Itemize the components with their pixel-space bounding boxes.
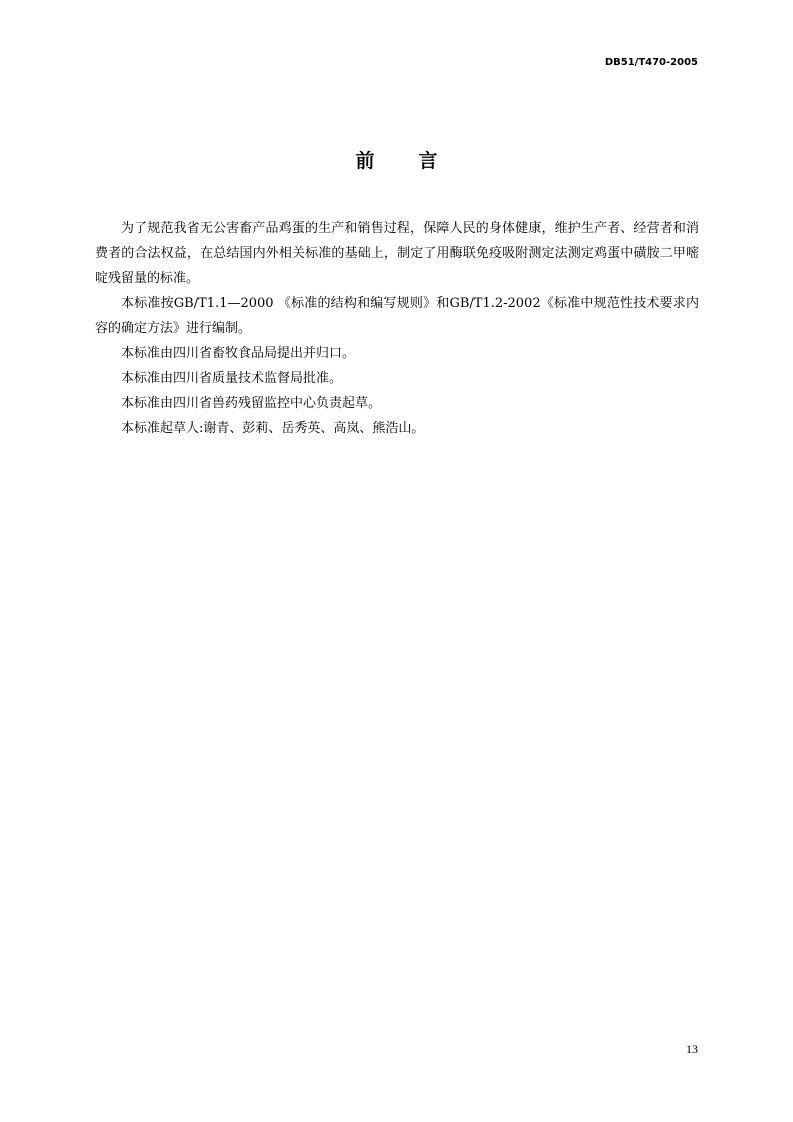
paragraph-purpose: 为了规范我省无公害畜产品鸡蛋的生产和销售过程，保障人民的身体健康，维护生产者、经营者和消费者的合法权益，在总结国内外相关标准的基础上，制定了用酶联免疫吸附测定法测定鸡蛋中磺胺二甲嘧啶残留量的标准。 [95,221,699,286]
title-char-1: 前 [355,150,375,172]
paragraph-drafter-org: 本标准由四川省兽药残留监控中心负责起草。 [121,396,382,411]
paragraph-drafting-rules: 本标准按GB/T1.1—2000 《标准的结构和编写规则》和GB/T1.2-2002《标准中规范性技术要求内容的确定方法》进行编制。 [95,296,699,336]
page-number: 13 [686,1042,698,1056]
page-title [0,146,793,173]
document-code: DB51/T470-2005 [604,57,698,68]
paragraph-proposer: 本标准由四川省畜牧食品局提出并归口。 [121,346,356,361]
foreword-body [95,216,699,441]
paragraph-approver: 本标准由四川省质量技术监督局批准。 [121,371,343,386]
paragraph-drafters: 本标准起草人:谢青、彭莉、岳秀英、高岚、熊浩山。 [121,421,425,436]
title-char-2: 言 [418,150,438,172]
